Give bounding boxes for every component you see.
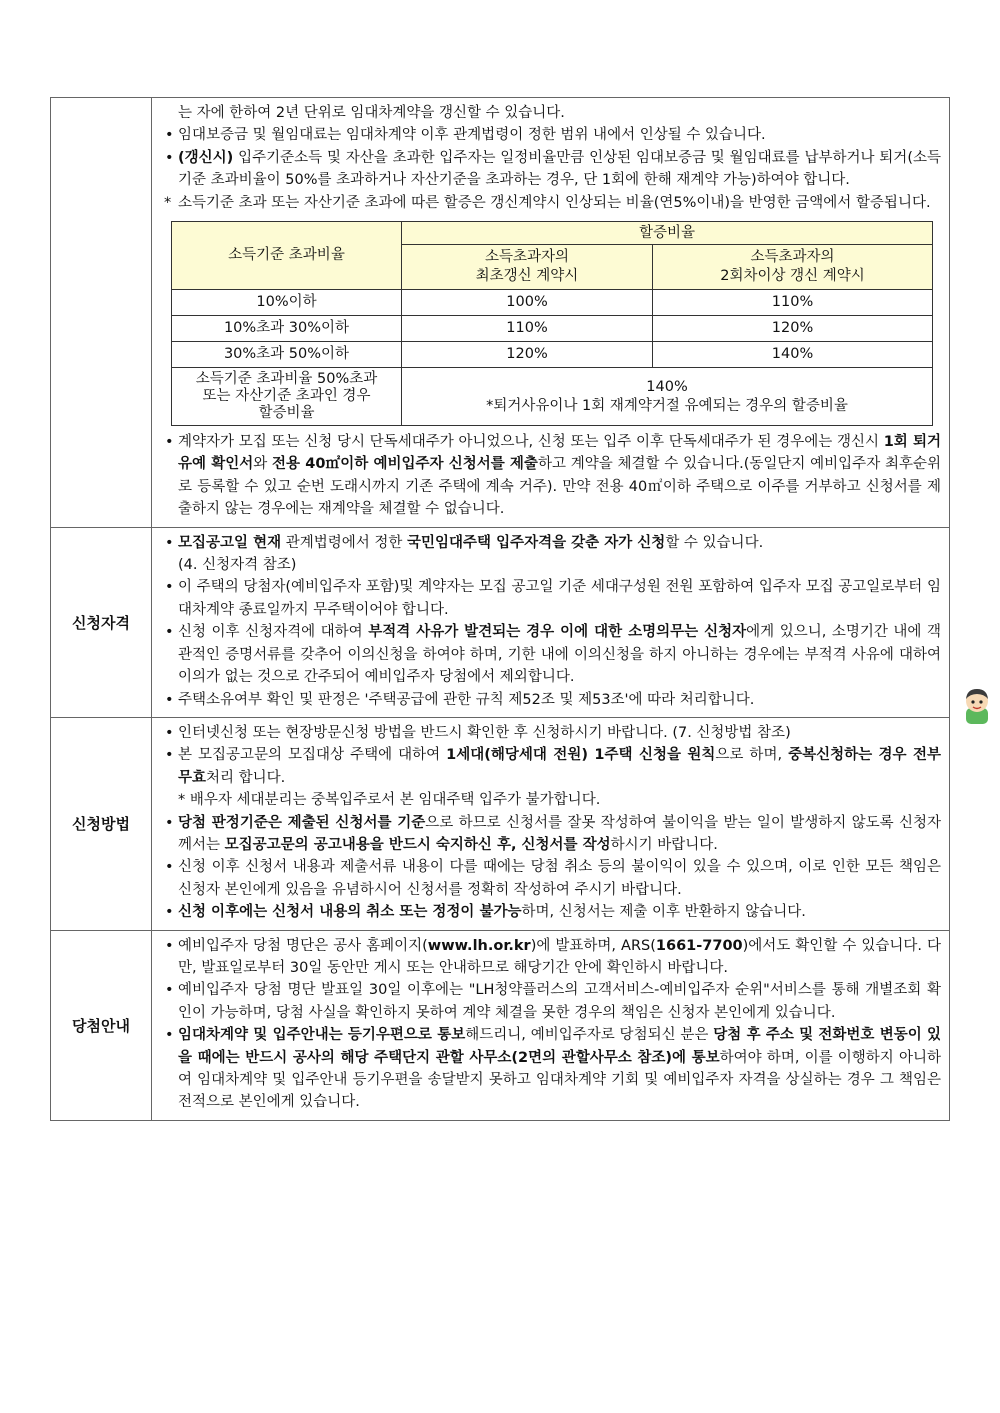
bold-text: (갱신시) (178, 149, 234, 166)
text: 관계법령에서 정한 (281, 534, 407, 551)
header-ratio: 소득기준 초과비율 (172, 222, 402, 290)
surcharge-table (171, 221, 933, 426)
text: 에게 있으니, 소명기간 내에 객관적인 증명서류를 갖추어 이의신청을 하여야 하며, 기한 내에 이의신청을 하지 아니하는 경우에는 부적격 사유에 대하여 이의가 없는 것으로 간주되어 예비입주자 당첨에서 제외합니다. (178, 624, 941, 686)
text: 하여야 하며, 이를 이행하지 아니하여 임대차계약 및 입주안내 등기우편을 송달받지 못하고 임대차계약 기회 및 예비입주자 자격을 상실하는 경우 그 책임은 전적으로 본인에게 있습니다. (178, 1049, 941, 1111)
row-content (152, 717, 950, 930)
cell-first: 110% (402, 316, 653, 342)
bold-text: 임대차계약 및 입주안내는 등기우편으로 통보 (178, 1027, 466, 1044)
bold-text: 전용 40㎡이하 예비입주자 신청서를 제출 (272, 456, 538, 473)
bullet-renewal (162, 147, 941, 192)
text: 으로 하므로 신청서를 잘못 작성하여 불이익을 받는 일이 발생하지 않도록 신청자께서는 (178, 814, 941, 853)
row-label-eligibility: 신청자격 (51, 527, 152, 717)
continuation-text: 는 자에 한하여 2년 단위로 임대차계약을 갱신할 수 있습니다. (178, 105, 565, 121)
header-second-renewal: 소득초과자의 2회차이상 갱신 계약시 (653, 245, 933, 290)
note-surcharge: * 소득기준 초과 또는 자산기준 초과에 따른 할증은 갱신계약시 인상되는 비율(연5%이내)을 반영한 금액에서 할증됩니다. (162, 192, 941, 214)
cell-ratio: 10%이하 (172, 290, 402, 316)
bold-text: 1회 퇴거유예 확인서 (178, 434, 941, 473)
cell-second: 140% (653, 342, 933, 368)
row-content (152, 527, 950, 717)
table-row (172, 316, 933, 342)
bullet-eligibility (162, 532, 941, 554)
value-140: 140% (646, 378, 688, 395)
reference-note: (4. 신청자격 참조) (178, 557, 297, 574)
bold-text: 중복신청하는 경우 전부 무효 (178, 747, 942, 786)
cell-first: 100% (402, 290, 653, 316)
text: 으로 하며, (715, 747, 789, 764)
bold-text: 부적격 사유가 발견되는 경우 이에 대한 소명의무는 신청자 (368, 624, 747, 641)
text: 와 (253, 456, 273, 473)
bullet-check-method: • 인터넷신청 또는 현장방문신청 방법을 반드시 확인한 후 신청하시기 바랍니다. (7. 신청방법 참조) (162, 722, 941, 744)
bold-text: 모집공고문의 공고내용을 반드시 숙지하신 후, 신청서를 작성 (224, 836, 611, 853)
text: 계약자가 모집 또는 신청 당시 단독세대주가 아니었으나, 신청 또는 입주 이후 단독세대주가 된 경우에는 갱신시 (178, 434, 884, 451)
cell-ratio: 30%초과 50%이하 (172, 342, 402, 368)
text: 신청 이후 신청자격에 대하여 (178, 624, 369, 641)
text: 할 수 있습니다. (665, 534, 764, 551)
bullet-no-cancel (162, 901, 941, 923)
notice-table (50, 97, 950, 1121)
text: 예비입주자 당첨 명단은 공사 홈페이지( (178, 937, 428, 954)
table-row (172, 368, 933, 426)
row-label-method: 신청방법 (51, 717, 152, 930)
text: 해드리니, 예비입주자로 당첨되신 분은 (465, 1027, 714, 1044)
website-link[interactable]: www.lh.or.kr (427, 937, 531, 954)
cell-first: 120% (402, 342, 653, 368)
text: 처리 합니다. (206, 769, 286, 786)
row-content (152, 930, 950, 1120)
row-content (152, 98, 950, 528)
text: 하며, 신청서는 제출 이후 반환하지 않습니다. (521, 904, 806, 921)
text: )에 발표하며, ARS( (530, 937, 656, 954)
bullet-judgement (162, 812, 941, 857)
bullet-individual-check: • 예비입주자 당첨 명단 발표일 30일 이후에는 "LH청약플러스의 고객서비스-예비입주자 순위"서비스를 통해 개별조회 확인이 가능하며, 당첨 사실을 확인하지 못하여 계약 체결을 못한 경우의 책임은 신청자 본인에게 있습니다. (162, 979, 941, 1024)
bold-text: 1세대(해당세대 전원) 1주택 신청을 원칙 (446, 747, 716, 764)
ars-number: 1661-7700 (655, 937, 743, 954)
bold-text: 당첨 판정기준은 제출된 신청서를 기준 (178, 814, 426, 831)
bullet-house-ownership: • 주택소유여부 확인 및 판정은 '주택공급에 관한 규칙 제52조 및 제53조'에 따라 처리합니다. (162, 689, 941, 711)
bold-text: 신청 이후에는 신청서 내용의 취소 또는 정정이 불가능 (178, 904, 522, 921)
note-eviction-grace: *퇴거사유이나 1회 재계약거절 유예되는 경우의 할증비율 (486, 397, 848, 414)
table-row (172, 290, 933, 316)
bullet-rent-increase: • 임대보증금 및 월임대료는 임대차계약 이후 관계법령이 정한 범위 내에서 인상될 수 있습니다. (162, 124, 941, 146)
text: )에서도 확인할 수 있습니다. 다만, 발표일로부터 30일 동안만 게시 또는 안내하므로 해당기간 안에 확인하시 바랍니다. (178, 937, 941, 976)
note-spouse: * 배우자 세대분리는 중복입주로서 본 임대주택 입주가 불가합니다. (178, 792, 601, 809)
mascot-icon (962, 686, 992, 726)
bullet-no-house: • 이 주택의 당첨자(예비입주자 포함)및 계약자는 모집 공고일 기준 세대구성원 전원 포함하여 입주자 모집 공고일로부터 임대차계약 종료일까지 무주택이어야 합니다. (162, 576, 941, 621)
cell-second: 110% (653, 290, 933, 316)
bold-text: 국민임대주택 입주자격을 갖춘 자가 신청 (407, 534, 666, 551)
row-contract-renewal (51, 98, 950, 528)
bullet-ineligibility (162, 621, 941, 688)
row-label-empty (51, 98, 152, 528)
row-label-winner: 당첨안내 (51, 930, 152, 1120)
header-surcharge: 할증비율 (402, 222, 933, 245)
text: 하고 계약을 체결할 수 있습니다.(동일단지 예비입주자 최후순위로 등록할 수 있고 순번 도래시까지 기존 주택에 계속 거주). 만약 전용 40㎡이하 주택으로 이주를 거부하고 신청서를 제출하지 않는 경우에는 재계약을 체결할 수 없습니다. (178, 456, 941, 518)
cell-surcharge-140 (402, 368, 933, 426)
row-eligibility (51, 527, 950, 717)
header-first-renewal: 소득초과자의 최초갱신 계약시 (402, 245, 653, 290)
bullet-mismatch: • 신청 이후 신청서 내용과 제출서류 내용이 다를 때에는 당첨 취소 등의 불이익이 있을 수 있으며, 이로 인한 모든 책임은 신청자 본인에게 있음을 유념하시어 신청서를 정확히 작성하여 주시기 바랍니다. (162, 856, 941, 901)
cell-ratio-over50: 소득기준 초과비율 50%초과 또는 자산기준 초과인 경우 할증비율 (172, 368, 402, 426)
text: 입주기준소득 및 자산을 초과한 입주자는 일정비율만큼 인상된 임대보증금 및 월임대료를 납부하거나 퇴거(소득기준 초과비율이 50%를 초과하거나 자산기준을 초과하는 경우, 단 1회에 한해 재계약 가능)하여야 합니다. (178, 149, 941, 189)
table-row (172, 342, 933, 368)
text: 본 모집공고문의 모집대상 주택에 대하여 (178, 747, 447, 764)
cell-ratio: 10%초과 30%이하 (172, 316, 402, 342)
bold-text: 모집공고일 현재 (178, 534, 282, 551)
row-winner-notice (51, 930, 950, 1120)
bullet-registered-mail (162, 1024, 941, 1114)
bullet-single-household (162, 431, 941, 521)
bullet-announcement (162, 935, 941, 980)
cell-second: 120% (653, 316, 933, 342)
row-application-method (51, 717, 950, 930)
bold-text: 당첨 후 주소 및 전화번호 변동이 있을 때에는 반드시 공사의 해당 주택단지 관할 사무소(2면의 관할사무소 참조)에 통보 (178, 1027, 942, 1066)
text: 하시기 바랍니다. (610, 836, 718, 853)
bullet-one-house (162, 744, 941, 789)
